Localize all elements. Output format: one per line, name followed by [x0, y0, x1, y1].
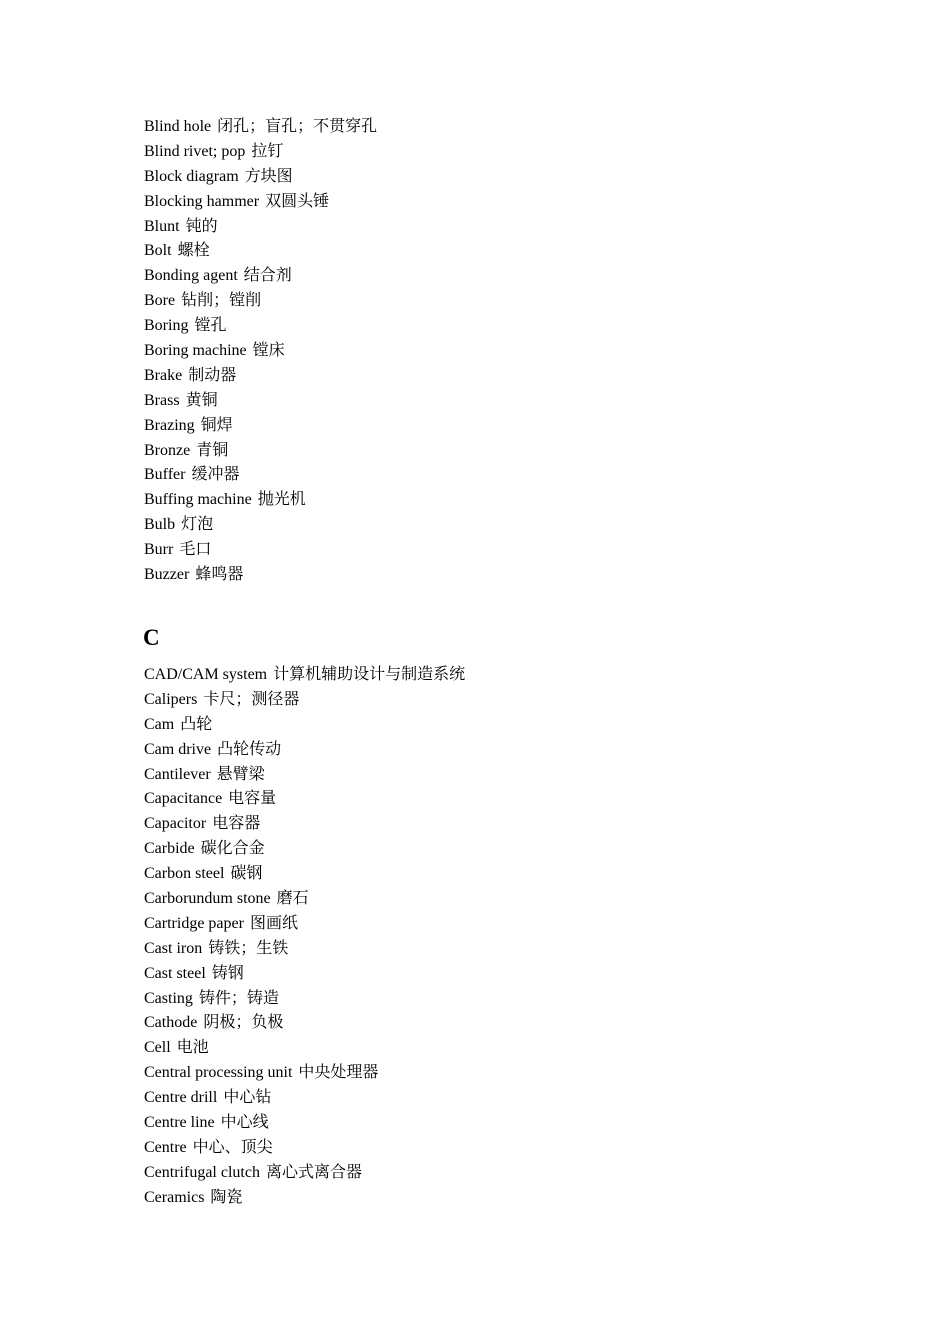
entry-term: Brazing [144, 416, 195, 434]
entry-translation: 毛口 [179, 541, 212, 559]
entry-term: Buzzer [144, 566, 190, 584]
entry-term: Carbon steel [144, 865, 225, 883]
entry-term: Cam drive [144, 740, 212, 758]
entry-term: Cartridge paper [144, 914, 244, 932]
entry-translation: 蜂鸣器 [195, 566, 244, 584]
entry-translation: 中心线 [220, 1114, 269, 1132]
glossary-entry [144, 738, 465, 763]
entry-translation: 阴极；负极 [203, 1014, 284, 1032]
glossary-entry [144, 937, 465, 962]
entry-term: Centre drill [144, 1089, 218, 1107]
glossary-list-b [144, 115, 377, 588]
entry-term: Casting [144, 989, 193, 1007]
entry-term: Cast iron [144, 939, 203, 957]
glossary-entry [144, 190, 377, 215]
entry-term: Cathode [144, 1014, 198, 1032]
glossary-entry [144, 264, 377, 289]
glossary-entry [144, 1086, 465, 1111]
glossary-entry [144, 364, 377, 389]
entry-translation: 碳钢 [230, 865, 263, 883]
glossary-entry [144, 165, 377, 190]
glossary-entry [144, 389, 377, 414]
entry-term: Burr [144, 541, 174, 559]
entry-translation: 铸铁；生铁 [208, 939, 289, 957]
glossary-entry [144, 1161, 465, 1186]
glossary-entry [144, 215, 377, 240]
glossary-entry [144, 962, 465, 987]
entry-term: Boring machine [144, 342, 247, 360]
entry-term: Buffing machine [144, 491, 252, 509]
entry-translation: 离心式离合器 [265, 1163, 362, 1181]
entry-term: Bolt [144, 242, 172, 260]
entry-translation: 方块图 [244, 167, 293, 185]
glossary-entry [144, 1136, 465, 1161]
glossary-entry [144, 663, 465, 688]
section-heading-c: C [143, 625, 160, 650]
entry-term: Blocking hammer [144, 192, 260, 210]
entry-translation: 凸轮 [180, 715, 213, 733]
glossary-entry [144, 837, 465, 862]
glossary-entry [144, 538, 377, 563]
entry-translation: 磨石 [276, 890, 309, 908]
entry-term: Bonding agent [144, 267, 238, 285]
entry-term: Ceramics [144, 1188, 205, 1206]
entry-translation: 计算机辅助设计与制造系统 [273, 666, 466, 683]
glossary-entry [144, 763, 465, 788]
glossary-entry [144, 987, 465, 1012]
entry-term: Cast steel [144, 964, 206, 982]
entry-translation: 图画纸 [249, 914, 298, 932]
glossary-entry [144, 289, 377, 314]
entry-translation: 镗孔 [194, 317, 227, 335]
entry-term: Centrifugal clutch [144, 1163, 260, 1181]
entry-translation: 铸钢 [211, 964, 244, 982]
glossary-entry [144, 713, 465, 738]
entry-translation: 钝的 [185, 217, 218, 235]
entry-term: Bulb [144, 516, 176, 534]
glossary-entry [144, 115, 377, 140]
entry-translation: 电容量 [228, 790, 277, 808]
glossary-entry [144, 862, 465, 887]
glossary-entry [144, 1036, 465, 1061]
entry-term: Cam [144, 715, 175, 733]
entry-translation: 钻削；镗削 [181, 292, 262, 310]
glossary-entry [144, 688, 465, 713]
glossary-entry [144, 1061, 465, 1086]
glossary-entry [144, 787, 465, 812]
entry-translation: 悬臂梁 [216, 765, 265, 783]
glossary-entry [144, 513, 377, 538]
entry-term: Cantilever [144, 765, 211, 783]
entry-term: Buffer [144, 466, 186, 484]
glossary-entry [144, 339, 377, 364]
entry-translation: 灯泡 [181, 516, 214, 534]
entry-term: Centre [144, 1138, 187, 1156]
entry-translation: 铸件；铸造 [198, 989, 279, 1007]
entry-term: Central processing unit [144, 1064, 293, 1082]
entry-translation: 黄铜 [185, 391, 218, 409]
glossary-entry [144, 488, 377, 513]
entry-translation: 电容器 [212, 815, 261, 833]
glossary-entry [144, 1011, 465, 1036]
entry-translation: 抛光机 [257, 491, 306, 509]
entry-translation: 碳化合金 [200, 840, 265, 858]
entry-translation: 中央处理器 [298, 1064, 379, 1082]
entry-term: Carborundum stone [144, 890, 271, 908]
glossary-entry [144, 563, 377, 588]
glossary-list-c [144, 663, 465, 1211]
entry-translation: 陶瓷 [210, 1188, 243, 1206]
glossary-entry [144, 887, 465, 912]
glossary-entry [144, 239, 377, 264]
entry-term: Carbide [144, 840, 195, 858]
glossary-entry [144, 812, 465, 837]
entry-term: Capacitance [144, 790, 223, 808]
entry-translation: 青铜 [196, 441, 229, 459]
glossary-entry [144, 314, 377, 339]
entry-term: Calipers [144, 690, 198, 708]
entry-term: Cell [144, 1039, 171, 1057]
glossary-entry [144, 140, 377, 165]
glossary-entry [144, 912, 465, 937]
entry-translation: 中心、顶尖 [192, 1138, 273, 1156]
entry-translation: 闭孔；盲孔；不贯穿孔 [217, 118, 378, 135]
entry-term: Bronze [144, 441, 191, 459]
entry-translation: 电池 [176, 1039, 209, 1057]
entry-translation: 制动器 [188, 366, 237, 384]
entry-translation: 卡尺；测径器 [203, 690, 300, 708]
entry-translation: 缓冲器 [191, 466, 240, 484]
entry-term: Capacitor [144, 815, 207, 833]
glossary-entry [144, 414, 377, 439]
entry-term: Blind hole [144, 118, 212, 135]
entry-term: Brass [144, 391, 180, 409]
entry-term: Blunt [144, 217, 180, 235]
entry-translation: 结合剂 [243, 267, 292, 285]
entry-term: Bore [144, 292, 176, 310]
entry-translation: 镗床 [252, 342, 285, 360]
entry-translation: 凸轮传动 [217, 740, 282, 758]
entry-term: Boring [144, 317, 189, 335]
entry-term: Block diagram [144, 167, 239, 185]
entry-translation: 中心钻 [223, 1089, 272, 1107]
entry-translation: 双圆头锤 [265, 192, 330, 210]
entry-translation: 铜焊 [200, 416, 233, 434]
glossary-entry [144, 1111, 465, 1136]
glossary-entry [144, 1186, 465, 1211]
glossary-entry [144, 463, 377, 488]
entry-translation: 拉钉 [251, 142, 284, 160]
entry-term: CAD/CAM system [144, 666, 268, 683]
entry-term: Brake [144, 366, 183, 384]
entry-term: Centre line [144, 1114, 215, 1132]
entry-translation: 螺栓 [177, 242, 210, 260]
glossary-entry [144, 439, 377, 464]
entry-term: Blind rivet; pop [144, 142, 246, 160]
